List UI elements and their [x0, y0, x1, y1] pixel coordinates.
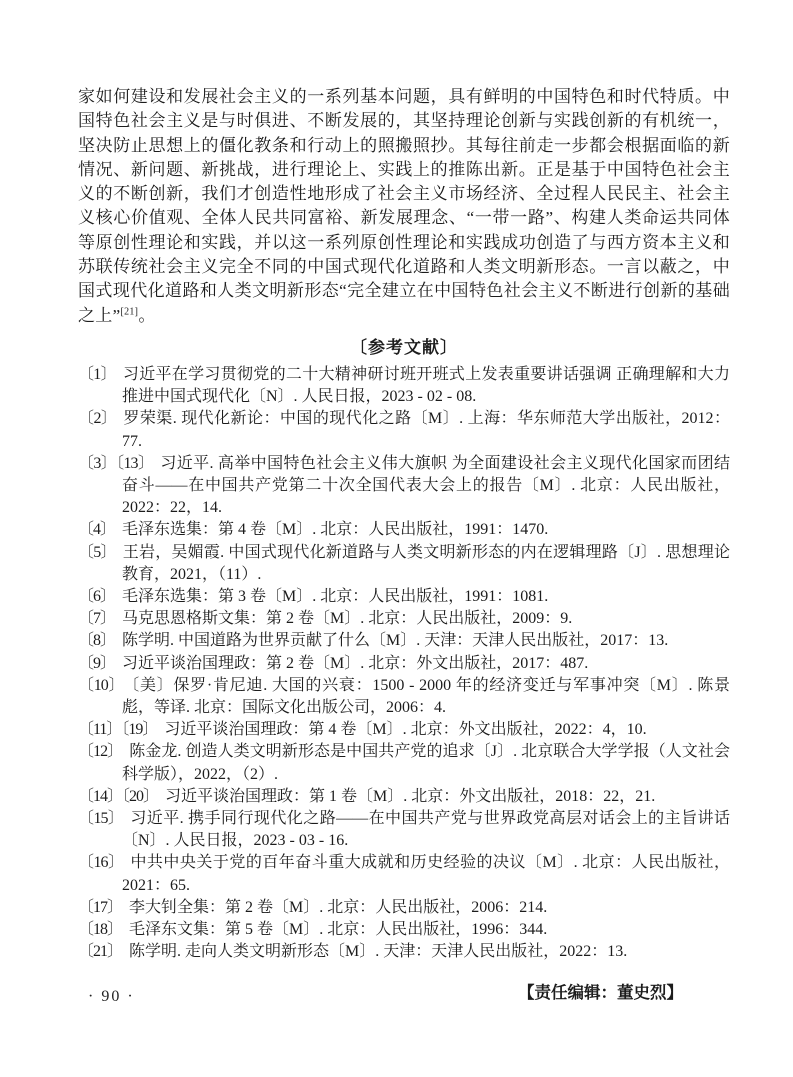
reference-item [78, 786, 730, 808]
reference-text: 习近平在学习贯彻党的二十大精神研讨班开班式上发表重要讲话强调 正确理解和大力推进中国式现代化〔N〕. 人民日报，2023 - 02 - 08. [122, 365, 730, 406]
reference-text: 习近平谈治国理政：第 4 卷〔M〕. 北京：外文出版社，2022：4，10. [164, 721, 647, 739]
reference-number: 〔14〕〔20〕 [78, 787, 159, 805]
reference-item [78, 941, 730, 963]
reference-number: 〔9〕 [78, 654, 116, 672]
references-list [78, 364, 730, 963]
page-number: · 90 · [88, 988, 135, 1005]
reference-item [78, 364, 730, 408]
reference-item [78, 808, 730, 852]
reference-text: 习近平. 携手同行现代化之路——在中国共产党与世界政党高层对话会上的主旨讲话〔N〕. 人民日报，2023 - 03 - 16. [122, 810, 730, 850]
reference-text: 习近平谈治国理政：第 1 卷〔M〕. 北京：外文出版社，2018：22，21. [165, 787, 656, 805]
reference-number: 〔6〕 [78, 588, 116, 605]
reference-text: 习近平. 高举中国特色社会主义伟大旗帜 为全面建设社会主义现代化国家而团结奋斗——在中国共产党第二十次全国代表大会上的报告〔M〕. 北京：人民出版社，2022：22，14. [122, 454, 730, 517]
reference-text: 马克思恩格斯文集：第 2 卷〔M〕. 北京：人民出版社，2009：9. [122, 610, 573, 628]
reference-number: 〔16〕 [78, 854, 124, 872]
reference-item [78, 542, 730, 586]
body-paragraph-text: 家如何建设和发展社会主义的一系列基本问题，具有鲜明的中国特色和时代特质。中国特色社会主义是与时俱进、不断发展的，其坚持理论创新与实践创新的有机统一，坚决防止思想上的僵化教条和行动上的照搬照抄。其每往前走一步都会根据面临的新情况、新问题、新挑战，进行理论上、实践上的推陈出新。正是基于中国特色社会主义的不断创新，我们才创造性地形成了社会主义市场经济、全过程人民民主、社会主义核心价值观、全体人民共同富裕、新发展理念、“一带一路”、构建人类命运共同体等原创性理论和实践，并以这一系列原创性理论和实践成功创造了与西方资本主义和苏联传统社会主义完全不同的中国式现代化道路和人类文明新形态。一言以蔽之，中国式现代化道路和人类文明新形态“完全建立在中国特色社会主义不断进行创新的基础之上” [78, 87, 730, 325]
reference-number: 〔17〕 [78, 898, 123, 916]
reference-item [78, 919, 730, 941]
reference-item [78, 453, 730, 520]
reference-number: 〔18〕 [78, 921, 123, 939]
reference-number: 〔2〕 [78, 410, 117, 428]
reference-item [78, 608, 730, 630]
reference-item [78, 719, 730, 741]
reference-number: 〔15〕 [78, 810, 124, 828]
references-heading: 〔参考文献〕 [350, 337, 458, 357]
reference-number: 〔4〕 [78, 521, 116, 539]
reference-item [78, 586, 730, 608]
reference-number: 〔10〕 [78, 676, 125, 694]
reference-text: 毛泽东选集：第 4 卷〔M〕. 北京：人民出版社，1991：1470. [122, 521, 549, 539]
reference-number: 〔11〕〔19〕 [78, 721, 158, 739]
reference-number: 〔8〕 [78, 632, 116, 650]
reference-item [78, 519, 730, 541]
reference-text: 毛泽东文集：第 5 卷〔M〕. 北京：人民出版社，1996：344. [129, 921, 548, 939]
reference-text: 陈学明. 中国道路为世界贡献了什么〔M〕. 天津：天津人民出版社，2017：13. [122, 632, 669, 650]
page-content [78, 85, 730, 1003]
reference-item [78, 675, 730, 719]
reference-number: 〔1〕 [78, 365, 116, 383]
reference-item [78, 741, 730, 785]
editor-line: 【责任编辑：董史烈】 [518, 984, 683, 1003]
reference-number: 〔3〕〔13〕 [78, 454, 154, 472]
reference-text: 中共中央关于党的百年奋斗重大成就和历史经验的决议〔M〕. 北京：人民出版社，2021：65. [122, 854, 730, 894]
reference-text: 陈学明. 走向人类文明新形态〔M〕. 天津：天津人民出版社，2022：13. [129, 943, 628, 961]
reference-number: 〔21〕 [78, 943, 123, 961]
reference-number: 〔7〕 [78, 610, 116, 628]
reference-text: 〔美〕保罗·肯尼迪. 大国的兴衰：1500 - 2000 年的经济变迁与军事冲突〔M〕. 陈景彪，等译. 北京：国际文化出版公司，2006：4. [122, 676, 730, 717]
reference-number: 〔12〕 [78, 743, 123, 761]
citation-superscript: [21] [120, 306, 139, 318]
body-paragraph-tail: 。 [138, 305, 156, 325]
reference-text: 罗荣渠. 现代化新论：中国的现代化之路〔M〕. 上海：华东师范大学出版社，2012：77. [122, 410, 730, 450]
reference-item [78, 630, 730, 652]
body-paragraph [78, 85, 730, 328]
reference-number: 〔5〕 [78, 543, 116, 561]
reference-item [78, 897, 730, 919]
reference-item [78, 852, 730, 896]
reference-text: 毛泽东选集：第 3 卷〔M〕. 北京：人民出版社，1991：1081. [122, 588, 549, 605]
reference-text: 王岩，吴媚霞. 中国式现代化新道路与人类文明新形态的内在逻辑理路〔J〕. 思想理论教育，2021，（11）. [122, 543, 730, 583]
reference-text: 习近平谈治国理政：第 2 卷〔M〕. 北京：外文出版社，2017：487. [122, 654, 589, 672]
reference-text: 李大钊全集：第 2 卷〔M〕. 北京：人民出版社，2006：214. [129, 898, 548, 916]
reference-item [78, 408, 730, 452]
reference-item [78, 653, 730, 675]
reference-text: 陈金龙. 创造人类文明新形态是中国共产党的追求〔J〕. 北京联合大学学报（人文社会科学版），2022，（2）. [122, 743, 730, 783]
